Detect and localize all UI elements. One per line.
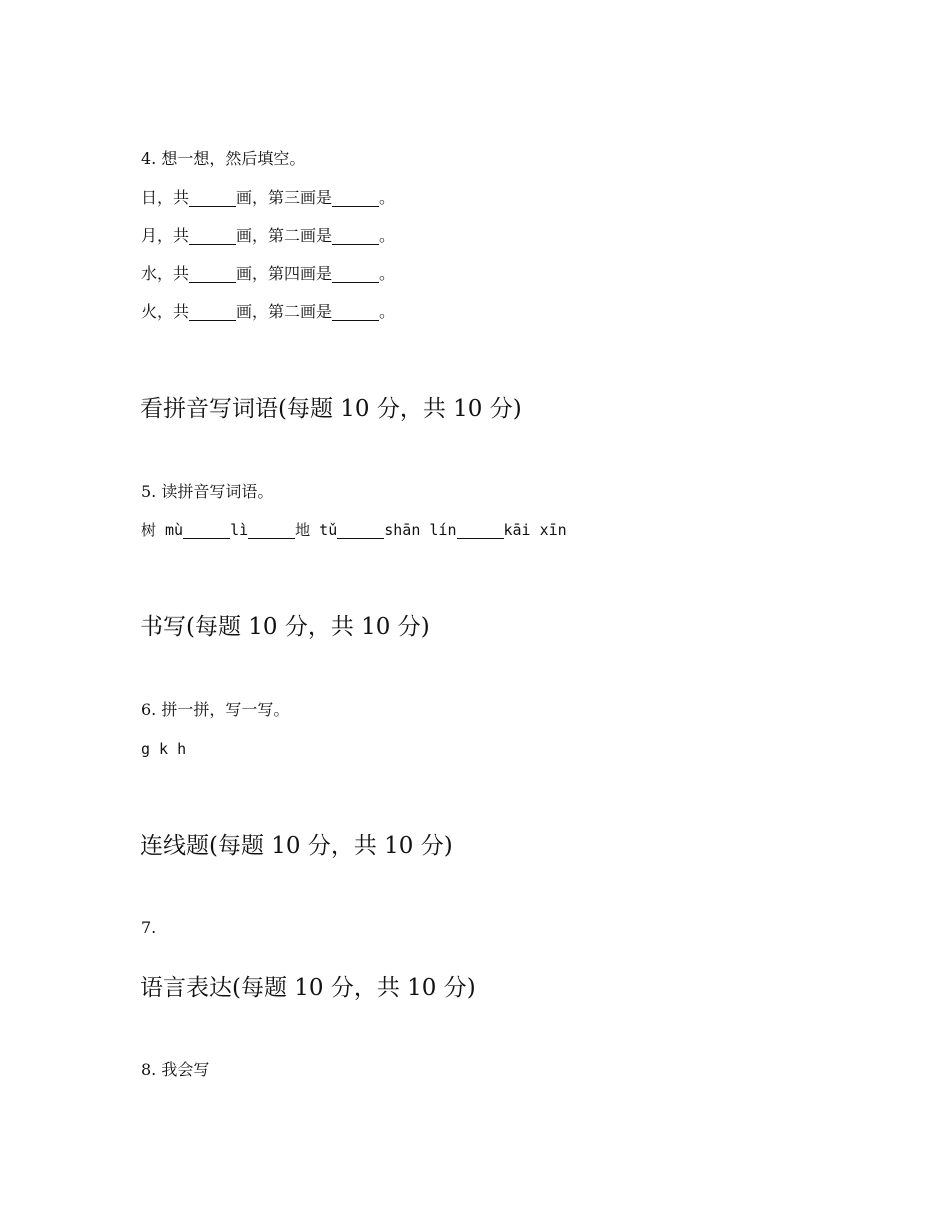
q6-letters: g k h — [141, 740, 187, 758]
q4-row-3 — [141, 264, 395, 284]
q4-row-2-mid: 画，第二画是 — [236, 226, 333, 245]
q4-row-2 — [141, 226, 395, 246]
q4-row-3-mid: 画，第四画是 — [236, 264, 333, 283]
fill-blank[interactable] — [337, 522, 384, 539]
fill-blank[interactable] — [332, 266, 379, 283]
section-title-matching: 连线题(每题 10 分，共 10 分) — [140, 833, 453, 859]
fill-blank[interactable] — [189, 190, 236, 207]
q4-row-4-end: 。 — [379, 302, 396, 321]
fill-blank[interactable] — [457, 522, 504, 539]
fill-blank[interactable] — [332, 304, 379, 321]
q6-prompt: 6. 拼一拼，写一写。 — [141, 700, 290, 719]
q4-row-3-end: 。 — [379, 264, 396, 283]
q4-prompt: 4. 想一想，然后填空。 — [141, 149, 306, 168]
fill-blank[interactable] — [183, 522, 230, 539]
q4-row-4-mid: 画，第二画是 — [236, 302, 333, 321]
section-title-pinyin: 看拼音写词语(每题 10 分，共 10 分) — [140, 396, 522, 422]
q4-row-1-char: 日，共 — [141, 188, 190, 207]
q8-prompt: 8. 我会写 — [141, 1060, 210, 1079]
fill-blank[interactable] — [332, 190, 379, 207]
pinyin-part: kāi xīn — [503, 521, 567, 539]
q4-row-1-end: 。 — [379, 188, 396, 207]
pinyin-part: 树 mù — [141, 521, 184, 539]
q4-row-4-char: 火，共 — [141, 302, 190, 321]
q4-row-1-mid: 画，第三画是 — [236, 188, 333, 207]
fill-blank[interactable] — [248, 522, 295, 539]
q4-row-2-end: 。 — [379, 226, 396, 245]
q4-row-2-char: 月，共 — [141, 226, 190, 245]
fill-blank[interactable] — [189, 228, 236, 245]
fill-blank[interactable] — [189, 266, 236, 283]
section-title-expression: 语言表达(每题 10 分，共 10 分) — [140, 975, 476, 1001]
q5-prompt: 5. 读拼音写词语。 — [141, 482, 274, 501]
pinyin-part: shān lín — [384, 521, 457, 539]
q4-row-3-char: 水，共 — [141, 264, 190, 283]
section-title-writing: 书写(每题 10 分，共 10 分) — [140, 614, 430, 640]
q5-pinyin-row — [141, 520, 567, 540]
q4-row-4 — [141, 302, 395, 322]
pinyin-part: 地 tǔ — [295, 521, 338, 539]
pinyin-part: lì — [230, 521, 249, 539]
q7-prompt: 7. — [141, 918, 157, 937]
q4-row-1 — [141, 188, 395, 208]
fill-blank[interactable] — [332, 228, 379, 245]
fill-blank[interactable] — [189, 304, 236, 321]
